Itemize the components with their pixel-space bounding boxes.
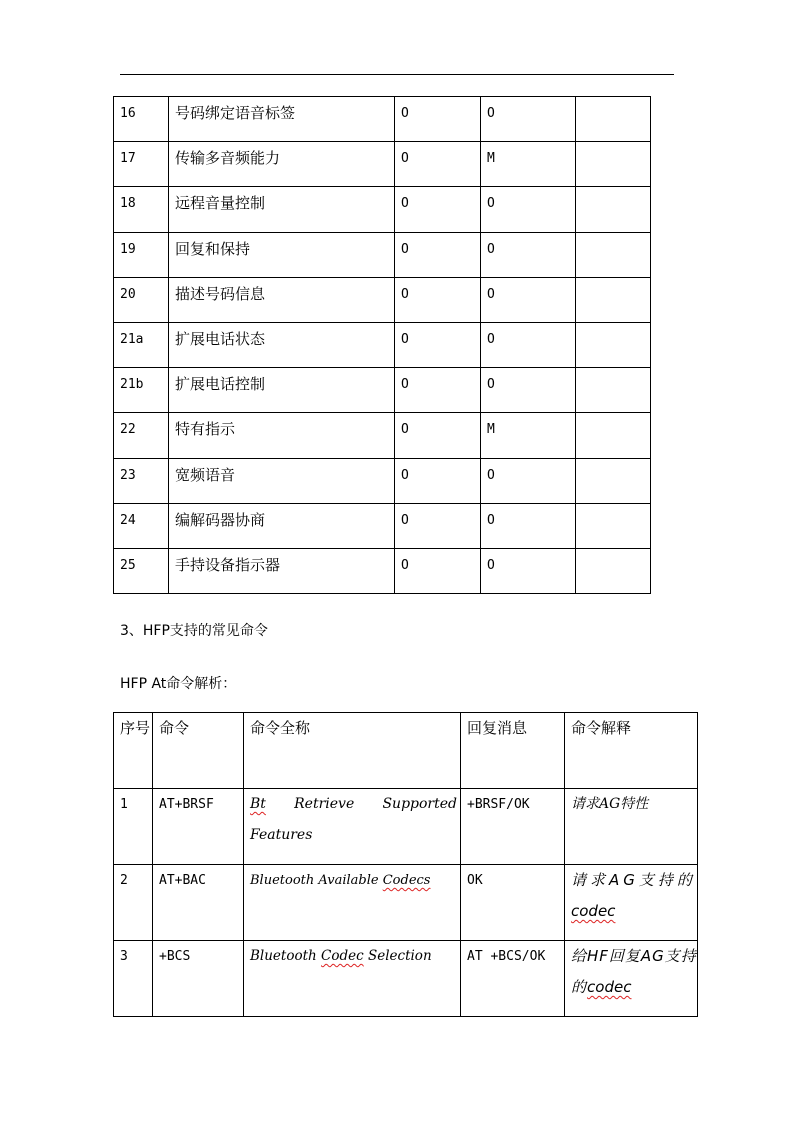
table-row [114, 789, 698, 865]
row-value-col5 [576, 503, 651, 548]
header-reply: 回复消息 [461, 713, 565, 789]
row-value-col3: O [395, 368, 481, 413]
row-value-col5 [576, 97, 651, 142]
table-header-row [114, 713, 698, 789]
table-row [114, 142, 651, 187]
row-cmd: AT+BAC [153, 865, 244, 941]
explain-part: 请求AG支持的 [571, 871, 696, 889]
row-feature: 特有指示 [169, 413, 395, 458]
row-value-col4: M [481, 142, 576, 187]
table-row [114, 322, 651, 367]
row-value-col3: O [395, 187, 481, 232]
table-row [114, 458, 651, 503]
header-explain: 命令解释 [565, 713, 698, 789]
header-num: 序号 [114, 713, 153, 789]
row-number: 18 [114, 187, 169, 232]
table-row [114, 187, 651, 232]
table-row [114, 413, 651, 458]
subheading: HFP At命令解析： [120, 676, 237, 692]
row-feature: 手持设备指示器 [169, 548, 395, 593]
row-number: 21b [114, 368, 169, 413]
fullname-part: Codecs [382, 873, 431, 888]
row-num: 1 [114, 789, 153, 865]
row-number: 22 [114, 413, 169, 458]
fullname-part: Bluetooth Available [250, 873, 383, 888]
row-value-col3: O [395, 232, 481, 277]
row-feature: 传输多音频能力 [169, 142, 395, 187]
fullname-part: Retrieve Supported Features [250, 796, 457, 843]
row-feature: 回复和保持 [169, 232, 395, 277]
row-reply: AT +BCS/OK [461, 941, 565, 1017]
row-value-col4: O [481, 503, 576, 548]
row-value-col4: M [481, 413, 576, 458]
row-value-col3: O [395, 413, 481, 458]
row-fullname [244, 941, 461, 1017]
row-feature: 远程音量控制 [169, 187, 395, 232]
row-feature: 宽频语音 [169, 458, 395, 503]
page-header-rule [120, 74, 674, 75]
row-feature: 扩展电话控制 [169, 368, 395, 413]
fullname-part: Selection [363, 948, 432, 964]
row-value-col3: O [395, 548, 481, 593]
row-cmd: AT+BRSF [153, 789, 244, 865]
fullname-part: Codec [321, 948, 364, 964]
row-feature: 扩展电话状态 [169, 322, 395, 367]
row-number: 16 [114, 97, 169, 142]
row-value-col5 [576, 187, 651, 232]
row-value-col5 [576, 142, 651, 187]
row-value-col3: O [395, 97, 481, 142]
explain-part: codec [571, 902, 616, 920]
row-value-col5 [576, 232, 651, 277]
row-value-col4: O [481, 368, 576, 413]
explain-part: codec [587, 978, 632, 996]
row-value-col4: O [481, 322, 576, 367]
row-value-col4: O [481, 187, 576, 232]
row-number: 24 [114, 503, 169, 548]
row-fullname [244, 789, 461, 865]
row-reply: OK [461, 865, 565, 941]
fullname-part: Bt [250, 796, 266, 812]
row-value-col4: O [481, 232, 576, 277]
row-value-col4: O [481, 97, 576, 142]
row-value-col3: O [395, 142, 481, 187]
row-value-col5 [576, 368, 651, 413]
row-explain [565, 941, 698, 1017]
row-number: 20 [114, 277, 169, 322]
table-row [114, 232, 651, 277]
section-heading: 3、HFP支持的常见命令 [120, 623, 268, 639]
row-value-col5 [576, 458, 651, 503]
table-row [114, 368, 651, 413]
explain-part: 给HF回复AG支持的 [571, 947, 697, 996]
row-value-col4: O [481, 458, 576, 503]
table-row [114, 97, 651, 142]
table-row [114, 277, 651, 322]
row-value-col5 [576, 277, 651, 322]
feature-support-table [113, 96, 651, 594]
row-value-col3: O [395, 458, 481, 503]
row-number: 23 [114, 458, 169, 503]
header-fullname: 命令全称 [244, 713, 461, 789]
row-reply: +BRSF/OK [461, 789, 565, 865]
row-value-col5 [576, 322, 651, 367]
row-num: 3 [114, 941, 153, 1017]
row-feature: 号码绑定语音标签 [169, 97, 395, 142]
table-row [114, 865, 698, 941]
row-value-col5 [576, 413, 651, 458]
header-cmd: 命令 [153, 713, 244, 789]
row-explain [565, 865, 698, 941]
at-command-table [113, 712, 698, 1017]
row-number: 21a [114, 322, 169, 367]
row-feature: 编解码器协商 [169, 503, 395, 548]
table-row [114, 548, 651, 593]
row-value-col4: O [481, 277, 576, 322]
row-number: 19 [114, 232, 169, 277]
row-value-col4: O [481, 548, 576, 593]
row-fullname [244, 865, 461, 941]
row-value-col3: O [395, 322, 481, 367]
row-feature: 描述号码信息 [169, 277, 395, 322]
table-row [114, 503, 651, 548]
row-value-col3: O [395, 277, 481, 322]
fullname-part: Bluetooth [250, 948, 322, 964]
row-value-col3: O [395, 503, 481, 548]
row-number: 17 [114, 142, 169, 187]
row-value-col5 [576, 548, 651, 593]
row-explain: 请求AG特性 [565, 789, 698, 865]
feature-table-body [114, 97, 651, 594]
row-number: 25 [114, 548, 169, 593]
row-num: 2 [114, 865, 153, 941]
row-cmd: +BCS [153, 941, 244, 1017]
table-row [114, 941, 698, 1017]
